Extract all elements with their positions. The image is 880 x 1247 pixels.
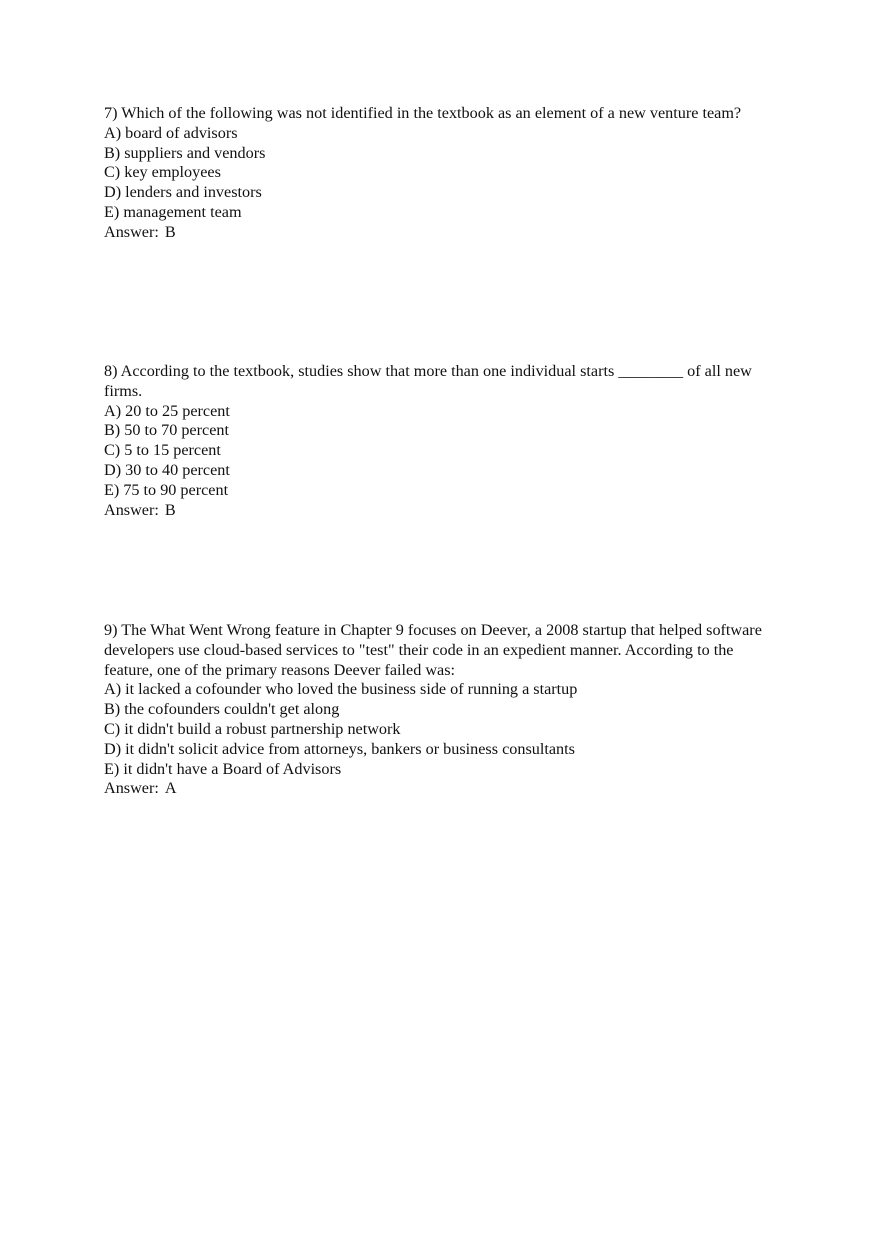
- question-stem: 8) According to the textbook, studies show that more than one individual starts ________ of all new firms.: [104, 362, 752, 400]
- answer-option-e: E) 75 to 90 percent: [104, 480, 229, 499]
- answer-value: A: [164, 779, 177, 798]
- question-stem: 7) Which of the following was not identified in the textbook as an element of a new venture team?: [104, 104, 742, 122]
- question-7: [104, 104, 774, 243]
- answer-option-b: B) 50 to 70 percent: [104, 421, 229, 440]
- answer-option-b: B) the cofounders couldn't get along: [104, 700, 340, 719]
- answer-option-d: D) lenders and investors: [104, 183, 262, 202]
- answer-option-d: D) it didn't solicit advice from attorneys, bankers or business consultants: [104, 739, 575, 758]
- answer-option-a: A) board of advisors: [104, 123, 238, 142]
- answer-option-c: C) 5 to 15 percent: [104, 441, 221, 460]
- answer-option-d: D) 30 to 40 percent: [104, 460, 230, 479]
- answer-line: [104, 501, 774, 521]
- question-stem: 9) The What Went Wrong feature in Chapter 9 focuses on Deever, a 2008 startup that helped software developers use cloud-based services to "test" their code in an expedient manner. According to the feature, one of the primary reasons Deever failed was:: [104, 621, 762, 679]
- question-8: [104, 362, 774, 520]
- answer-option-c: C) key employees: [104, 163, 221, 182]
- answer-option-c: C) it didn't build a robust partnership network: [104, 719, 401, 738]
- answer-option-a: A) 20 to 25 percent: [104, 401, 230, 420]
- answer-value: B: [164, 222, 176, 241]
- answer-label: Answer:: [104, 222, 159, 241]
- answer-option-b: B) suppliers and vendors: [104, 143, 266, 162]
- answer-label: Answer:: [104, 500, 159, 519]
- answer-option-e: E) management team: [104, 202, 242, 221]
- answer-label: Answer:: [104, 779, 159, 798]
- question-9: [104, 621, 774, 799]
- answer-option-a: A) it lacked a cofounder who loved the business side of running a startup: [104, 680, 578, 699]
- answer-line: [104, 779, 774, 799]
- answer-line: [104, 223, 774, 243]
- answer-option-e: E) it didn't have a Board of Advisors: [104, 759, 342, 778]
- answer-value: B: [164, 500, 176, 519]
